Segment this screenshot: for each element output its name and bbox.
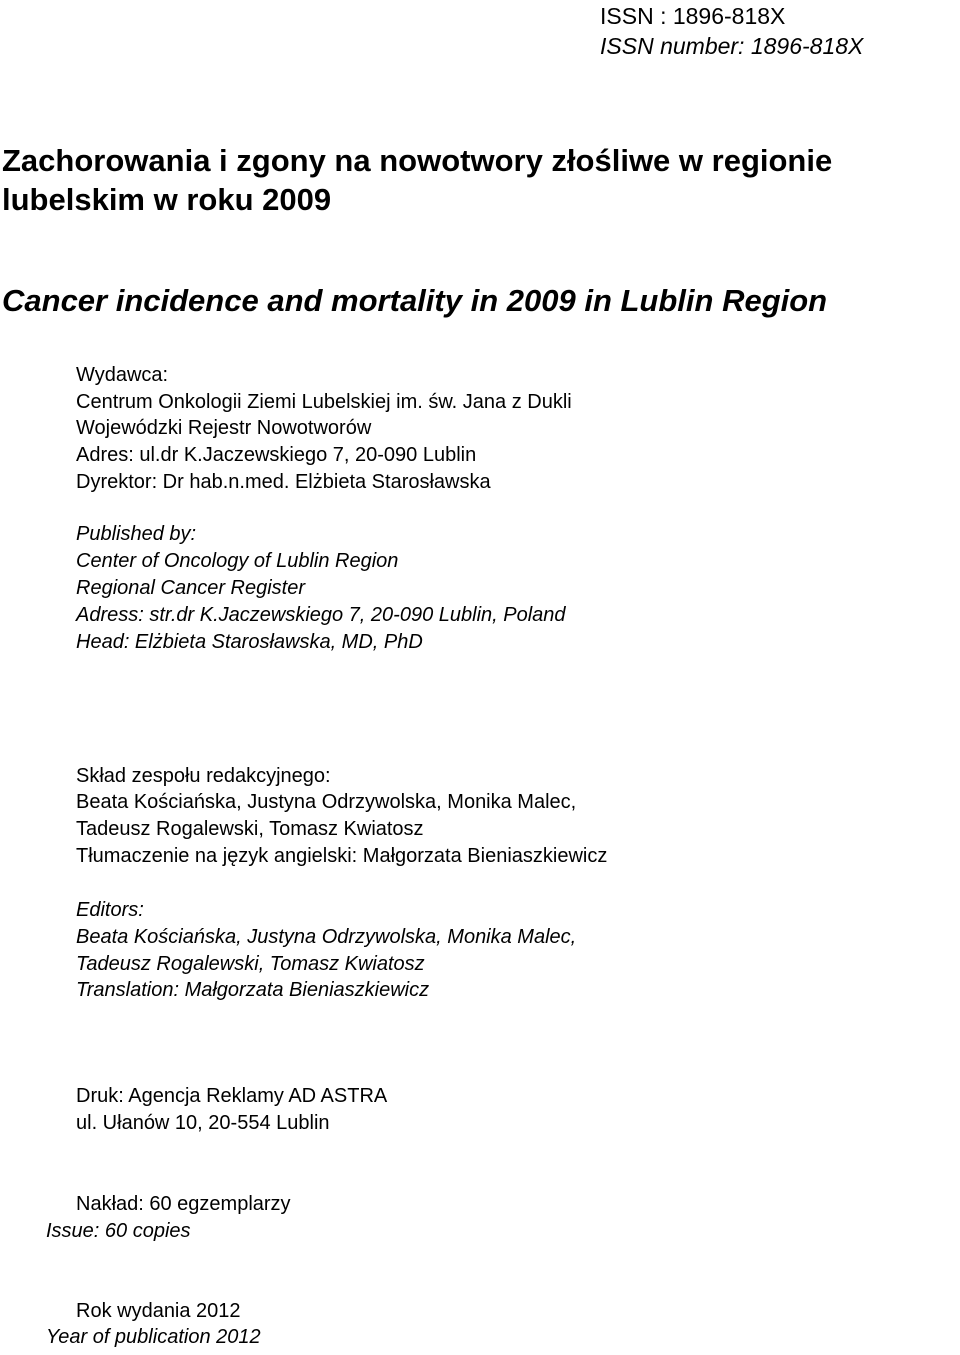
publisher-en-line-4: Head: Elżbieta Starosławska, MD, PhD bbox=[76, 631, 423, 653]
publisher-pl-line-1: Centrum Onkologii Ziemi Lubelskiej im. św. Jana z Dukli bbox=[76, 391, 572, 413]
year-pl: Rok wydania 2012 bbox=[76, 1300, 241, 1322]
issn-number-line: ISSN number: 1896-818X bbox=[600, 33, 864, 59]
print-line-2: ul. Ułanów 10, 20-554 Lublin bbox=[76, 1112, 330, 1134]
print-line-1: Druk: Agencja Reklamy AD ASTRA bbox=[76, 1085, 388, 1107]
title-polish-line-2: lubelskim w roku 2009 bbox=[2, 182, 332, 217]
editors-en-line-3: Translation: Małgorzata Bieniaszkiewicz bbox=[76, 979, 430, 1001]
publisher-pl-line-3: Adres: ul.dr K.Jaczewskiego 7, 20-090 Lublin bbox=[76, 444, 477, 466]
circulation-pl: Nakład: 60 egzemplarzy bbox=[76, 1193, 291, 1215]
publisher-en-line-3: Adress: str.dr K.Jaczewskiego 7, 20-090 Lublin, Poland bbox=[76, 604, 566, 626]
issn-line: ISSN : 1896-818X bbox=[600, 3, 786, 29]
circulation-en: Issue: 60 copies bbox=[46, 1220, 191, 1242]
editors-pl-line-2: Tadeusz Rogalewski, Tomasz Kwiatosz bbox=[76, 818, 424, 840]
editors-pl-label: Skład zespołu redakcyjnego: bbox=[76, 765, 331, 787]
publisher-pl-line-2: Wojewódzki Rejestr Nowotworów bbox=[76, 417, 372, 439]
editors-pl-line-1: Beata Kościańska, Justyna Odrzywolska, Monika Malec, bbox=[76, 791, 577, 813]
publisher-en-line-2: Regional Cancer Register bbox=[76, 577, 306, 599]
publisher-en-label: Published by: bbox=[76, 523, 197, 545]
editors-en-line-2: Tadeusz Rogalewski, Tomasz Kwiatosz bbox=[76, 953, 425, 975]
publisher-pl-label: Wydawca: bbox=[76, 364, 169, 386]
title-english: Cancer incidence and mortality in 2009 in Lublin Region bbox=[2, 283, 828, 318]
publisher-pl-line-4: Dyrektor: Dr hab.n.med. Elżbieta Starosławska bbox=[76, 471, 491, 493]
year-en: Year of publication 2012 bbox=[46, 1326, 261, 1348]
editors-en-line-1: Beata Kościańska, Justyna Odrzywolska, Monika Malec, bbox=[76, 926, 577, 948]
editors-pl-line-3: Tłumaczenie na język angielski: Małgorzata Bieniaszkiewicz bbox=[76, 845, 608, 867]
editors-en-label: Editors: bbox=[76, 899, 144, 921]
publisher-en-line-1: Center of Oncology of Lublin Region bbox=[76, 550, 399, 572]
title-polish-line-1: Zachorowania i zgony na nowotwory złośliwe w regionie bbox=[2, 143, 833, 178]
